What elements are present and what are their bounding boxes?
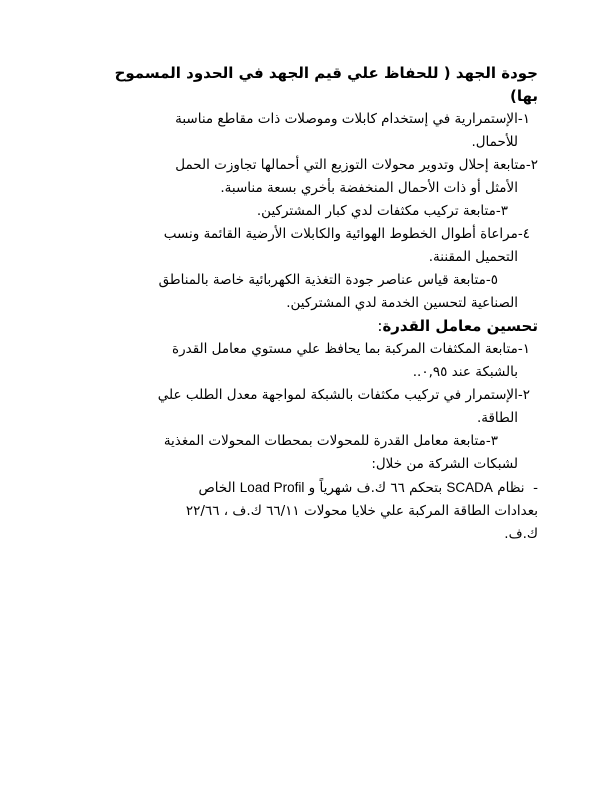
item-text-cont: للأحمال. xyxy=(471,134,518,150)
item-text: متابعة إحلال وتدوير محولات التوزيع التي أحمالها تجاوزت الحمل xyxy=(175,157,526,173)
item-text: متابعة تركيب مكثفات لدي كبار المشتركين. xyxy=(256,203,496,219)
item-text-cont: التحميل المقننة. xyxy=(428,249,518,265)
load-profil-term: Load Profil xyxy=(239,480,305,495)
list-item-continuation xyxy=(90,407,538,430)
list-item xyxy=(90,108,538,131)
item-text: مراعاة أطوال الخطوط الهوائية والكابلات الأرضية القائمة ونسب xyxy=(163,226,518,242)
heading-colon: : xyxy=(377,317,383,335)
bullet-continuation xyxy=(90,500,538,523)
item-text: الإستمرار في تركيب مكثفات بالشبكة لمواجهة معدل الطلب علي xyxy=(157,387,518,403)
list-item xyxy=(90,269,538,292)
heading-title: تحسين معامل القدرة xyxy=(382,317,538,335)
item-number: ٤- xyxy=(517,226,530,242)
list-item-continuation xyxy=(90,292,538,315)
scada-term: SCADA xyxy=(446,480,493,495)
item-number: ٢- xyxy=(525,157,538,173)
item-text-cont: بالشبكة عند ٠,٩٥.. xyxy=(412,364,518,380)
section-heading-power-factor xyxy=(90,315,538,338)
list-item-continuation xyxy=(90,246,538,269)
item-number: ٣- xyxy=(495,203,508,219)
item-number: ٢- xyxy=(517,387,530,403)
item-text-cont: لشبكات الشركة من خلال: xyxy=(371,456,518,472)
document-page xyxy=(90,62,538,546)
item-number: ١- xyxy=(517,341,530,357)
list-item-continuation xyxy=(90,177,538,200)
item-text: الإستمرارية في إستخدام كابلات وموصلات ذات مقاطع مناسبة xyxy=(175,111,518,127)
bullet-text: بتحكم ٦٦ ك.ف شهرياً و xyxy=(308,480,443,496)
list-item xyxy=(90,154,538,177)
list-item xyxy=(90,200,538,223)
item-text-cont: الصناعية لتحسين الخدمة لدي المشتركين. xyxy=(286,295,518,311)
item-number: ٥- xyxy=(485,272,498,288)
list-item xyxy=(90,430,538,453)
list-item xyxy=(90,384,538,407)
list-item xyxy=(90,223,538,246)
section-heading-voltage-quality xyxy=(90,62,538,108)
heading-title: جودة الجهد xyxy=(455,64,538,82)
item-text-cont: الطاقة. xyxy=(476,410,518,426)
item-text: متابعة معامل القدرة للمحولات بمحطات المحولات المغذية xyxy=(163,433,486,449)
list-item-continuation xyxy=(90,361,538,384)
bullet-dash: - xyxy=(533,480,538,496)
bullet-continuation xyxy=(90,523,538,546)
item-number: ١- xyxy=(517,111,530,127)
item-text: متابعة المكثفات المركبة بما يحافظ علي مستوي معامل القدرة xyxy=(172,341,518,357)
item-text: متابعة قياس عناصر جودة التغذية الكهربائية خاصة بالمناطق xyxy=(158,272,486,288)
bullet-text-cont: ك.ف. xyxy=(504,526,538,542)
bullet-text-cont: بعدادات الطاقة المركبة علي خلايا محولات ٦٦/١١ ك.ف ، ٢٢/٦٦ xyxy=(185,503,538,519)
bullet-text: الخاص xyxy=(198,480,236,496)
bullet-text: نظام xyxy=(497,480,525,496)
item-number: ٣- xyxy=(485,433,498,449)
item-text-cont: الأمثل أو ذات الأحمال المنخفضة بأخري بسعة مناسبة. xyxy=(220,180,518,196)
bullet-item xyxy=(90,476,538,500)
list-item-continuation xyxy=(90,131,538,154)
heading-subtitle: ( للحفاظ علي قيم الجهد في الحدود المسموح بها) xyxy=(114,64,538,105)
list-item-continuation xyxy=(90,453,538,476)
list-item xyxy=(90,338,538,361)
